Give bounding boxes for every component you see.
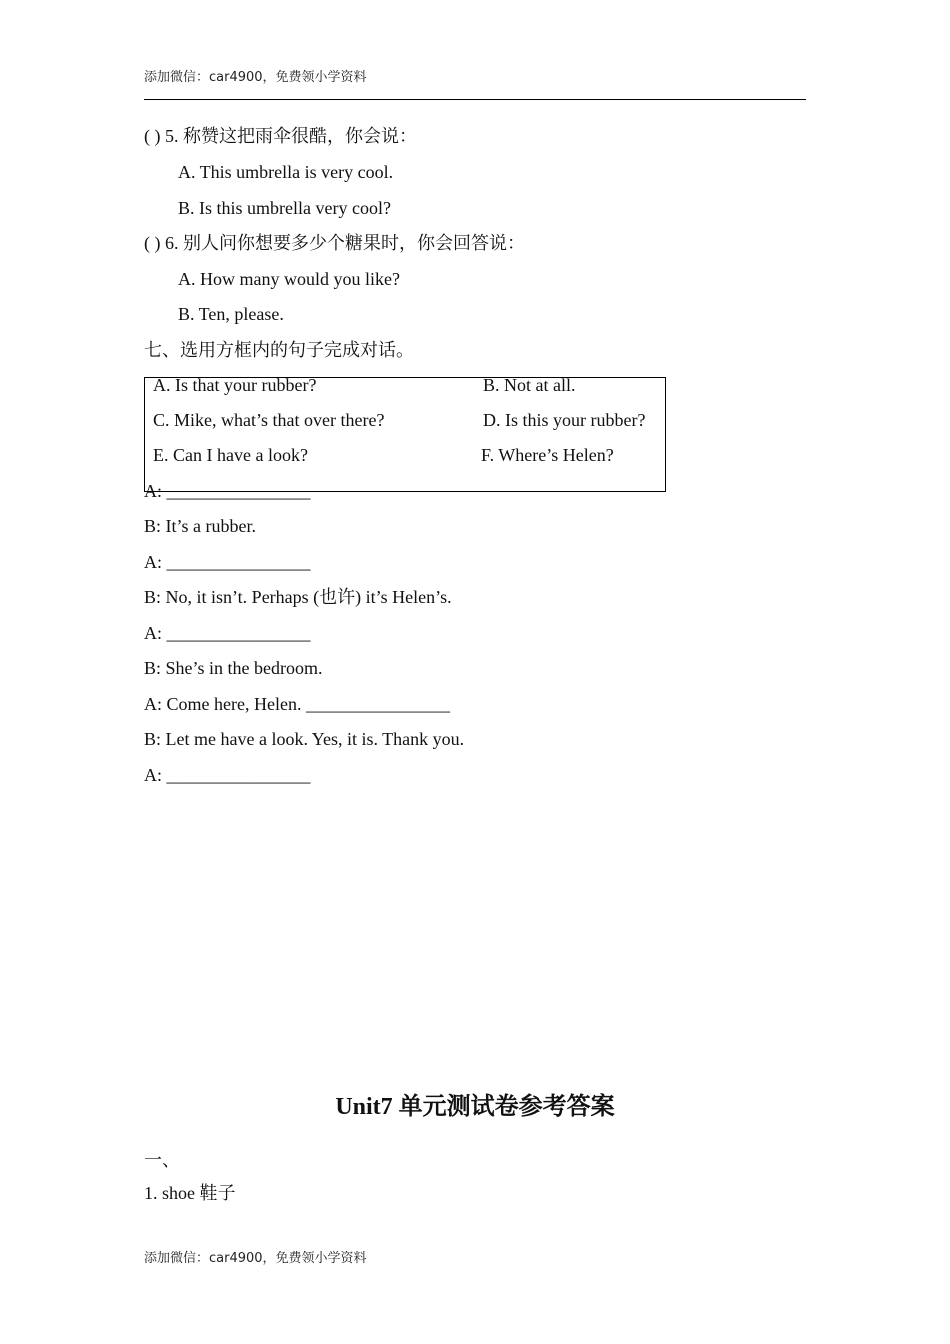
dialogue-line-8: B: Let me have a look. Yes, it is. Thank you. [144, 729, 465, 749]
option-e: E. Can I have a look? [153, 445, 308, 465]
dialogue-line-4: B: No, it isn’t. Perhaps (也许) it’s Helen’s. [144, 587, 452, 607]
option-f: F. Where’s Helen? [481, 445, 614, 465]
page-header: 添加微信：car4900，免费领小学资料 [144, 70, 367, 85]
option-a: A. Is that your rubber? [153, 375, 317, 395]
answers-item-1: 1. shoe 鞋子 [144, 1183, 236, 1203]
question-5-option-a: A. This umbrella is very cool. [178, 162, 394, 182]
answers-section-1-label: 一、 [144, 1150, 180, 1170]
answers-title: Unit7 单元测试卷参考答案 [335, 1094, 615, 1120]
dialogue-line-6: B: She’s in the bedroom. [144, 658, 323, 678]
dialogue-line-5: A: ________________ [144, 623, 311, 643]
option-d: D. Is this your rubber? [483, 410, 646, 430]
question-6-stem: ( ) 6. 别人问你想要多少个糖果时，你会回答说： [144, 233, 525, 253]
dialogue-line-3: A: ________________ [144, 552, 311, 572]
question-5-option-b: B. Is this umbrella very cool? [178, 198, 391, 218]
section-7-heading: 七、选用方框内的句子完成对话。 [144, 340, 414, 360]
option-b: B. Not at all. [483, 375, 576, 395]
question-6-option-a: A. How many would you like? [178, 269, 400, 289]
option-c: C. Mike, what’s that over there? [153, 410, 385, 430]
dialogue-line-1: A: ________________ [144, 481, 311, 501]
dialogue-line-9: A: ________________ [144, 765, 311, 785]
header-rule [144, 99, 806, 100]
page-footer: 添加微信：car4900，免费领小学资料 [144, 1251, 367, 1266]
dialogue-line-7: A: Come here, Helen. ________________ [144, 694, 450, 714]
question-6-option-b: B. Ten, please. [178, 304, 284, 324]
question-5-stem: ( ) 5. 称赞这把雨伞很酷，你会说： [144, 126, 417, 146]
dialogue-line-2: B: It’s a rubber. [144, 516, 256, 536]
